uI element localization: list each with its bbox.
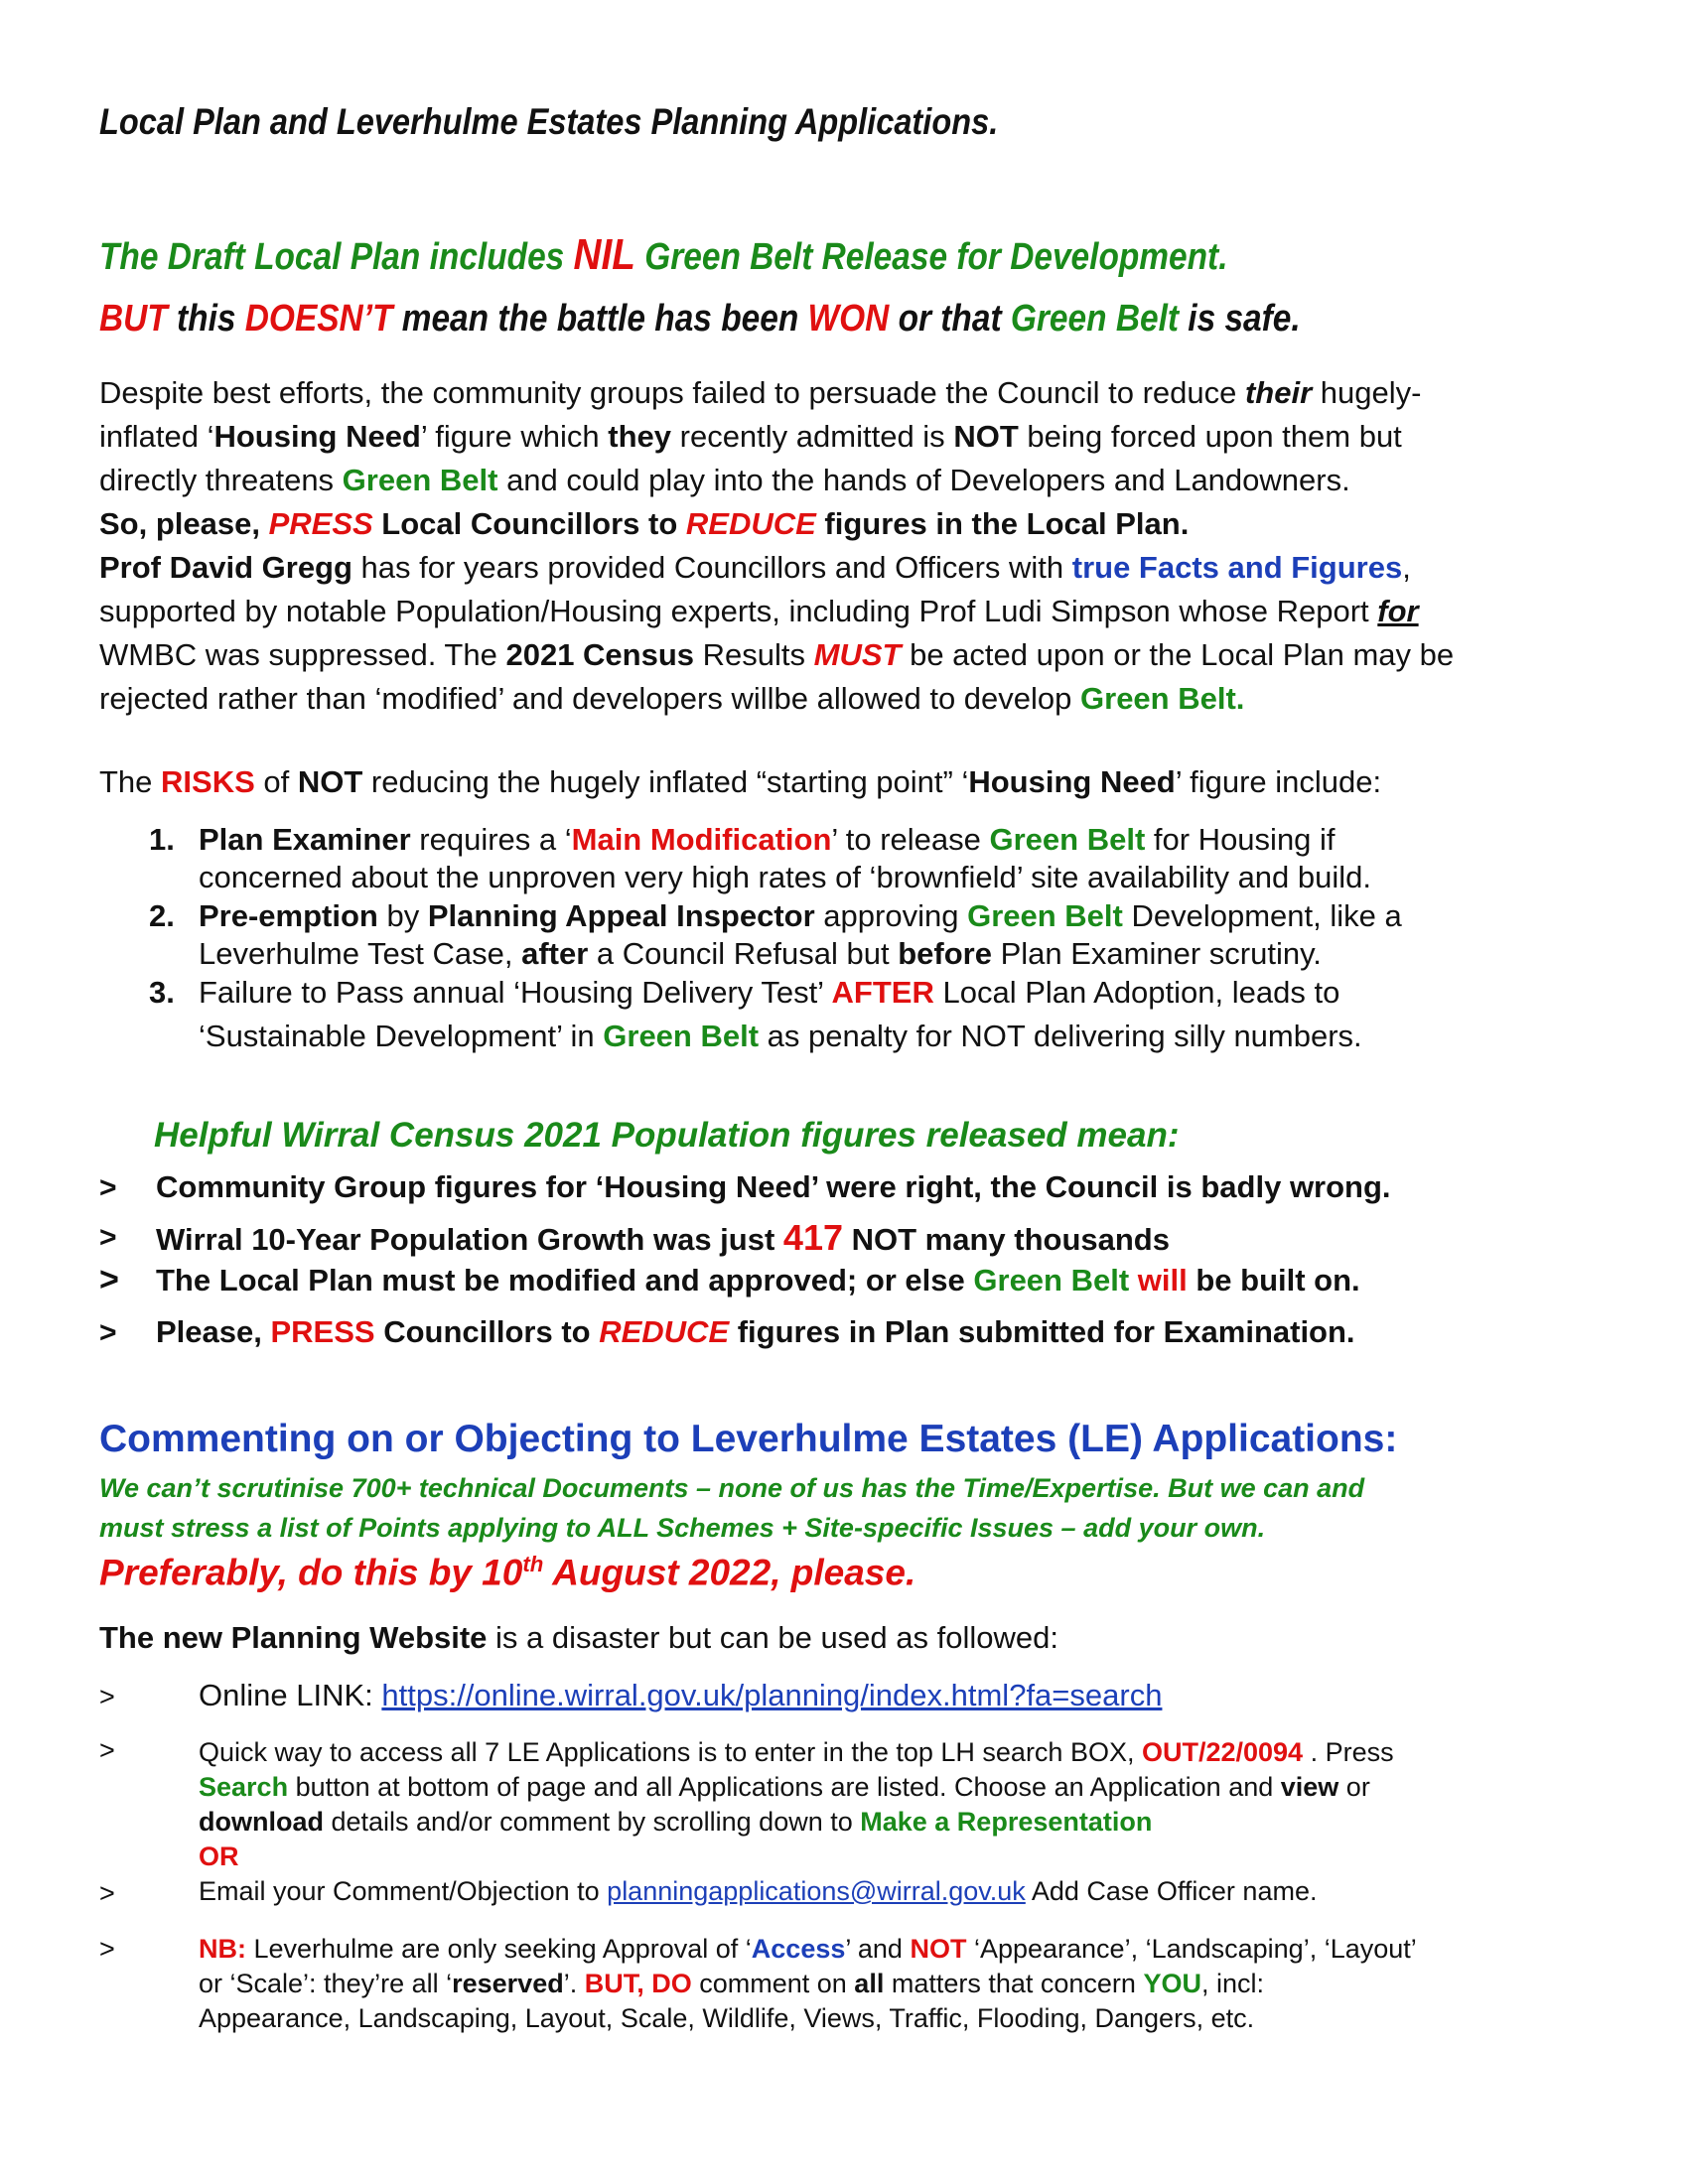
intro-line [99,415,1589,459]
email-line [199,1874,1317,1909]
text-segment: ’ and [845,1934,911,1964]
text-segment: NB: [199,1934,246,1964]
text-segment: Wirral 10-Year Population Growth was just [156,1222,783,1257]
text-segment: reducing the hugely inflated “starting point” ‘ [362,764,969,799]
or-separator: OR [199,1842,239,1871]
risk-number: 2. [149,898,175,933]
website-line [99,1620,1058,1656]
arrow-marker: > [99,1221,117,1254]
text-segment: Results [694,637,814,672]
text-segment: Despite best efforts, the community groups failed to persuade the Council to reduce [99,375,1245,410]
census-heading: Helpful Wirral Census 2021 Population figures released mean: [154,1116,1180,1155]
headline-text: Green Belt Release for Development. [634,236,1228,278]
text-segment: and could play into the hands of Developers and Landowners. [497,463,1350,497]
page-title: Local Plan and Leverhulme Estates Planning Applications. [99,101,999,142]
won-word: WON [807,298,890,340]
headline-text: or that [889,298,1011,340]
text-segment: Main Modification [571,822,832,857]
text-segment: The [99,764,162,799]
text-segment: Green Belt [603,1019,760,1053]
text-segment: Add Case Officer name. [1025,1876,1318,1906]
text-segment: Housing Need [213,419,421,454]
quick-access-instructions [199,1735,1394,1874]
text-segment: Leverhulme Test Case, [199,936,522,971]
headline-battle-not-won [99,298,1301,341]
text-segment: REDUCE [685,506,816,541]
text-segment: Email your Comment/Objection to [199,1876,608,1906]
text-segment: or [1338,1772,1370,1802]
commenting-note: We can’t scrutinise 700+ technical Documents – none of us has the Time/Expertise. But we can and [99,1473,1365,1503]
text-segment: by [377,898,428,933]
text-segment: NOT [953,419,1019,454]
risks-intro [99,764,1381,800]
text-segment: after [521,936,589,971]
text-segment: inflated ‘ [99,419,214,454]
text-segment: ‘Appearance’, ‘Landscaping’, ‘Layout’ [966,1934,1417,1964]
arrow-marker: > [99,1735,115,1765]
text-segment: for Housing if [1145,822,1336,857]
nb-instructions [199,1932,1417,2036]
intro-line [99,590,1589,633]
intro-line [99,371,1589,415]
intro-line [99,633,1589,677]
text-segment: Green Belt [973,1263,1130,1297]
text-segment: MUST [813,637,902,672]
text-segment: NOT many thousands [843,1222,1170,1257]
text-segment: a Council Refusal but [588,936,899,971]
but-word: BUT [99,298,168,340]
text-segment: directly threatens [99,463,343,497]
text-segment: button at bottom of page and all Applications are listed. Choose an Application and [288,1772,1281,1802]
text-segment: August 2022, please. [543,1552,916,1593]
text-segment: , [1402,550,1411,585]
text-segment: reserved [452,1969,564,1998]
text-segment: ’ figure which [420,419,609,454]
text-segment: Appearance, Landscaping, Layout, Scale, Wildlife, Views, Traffic, Flooding, Dangers, etc. [199,2003,1255,2033]
text-segment: RISKS [161,764,255,799]
text-segment: YOU [1143,1969,1201,1998]
text-segment: Planning Appeal Inspector [427,898,815,933]
text-segment: true Facts and Figures [1071,550,1403,585]
text-segment: Green Belt [967,898,1123,933]
risk-number: 1. [149,822,175,857]
text-segment: PRESS [270,1314,375,1349]
headline-text: The Draft Local Plan includes [99,236,574,278]
headline-nil-release [99,230,1227,280]
text-segment: NOT [297,764,363,799]
risk-line: concerned about the unproven very high rates of ‘brownfield’ site availability and build. [199,860,1372,894]
text-segment: Pre-emption [199,898,378,933]
arrow-marker: > [99,1878,115,1908]
text-segment: Make a Representation [860,1807,1153,1837]
census-bullet [156,1217,1170,1259]
commenting-heading: Commenting on or Objecting to Leverhulme Estates (LE) Applications: [99,1418,1398,1460]
text-segment: So, please, [99,506,269,541]
text-segment: Prof David Gregg [99,550,352,585]
text-segment: Green Belt [342,463,498,497]
text-segment: has for years provided Councillors and Officers with [352,550,1072,585]
text-segment: view [1280,1772,1339,1802]
text-segment: supported by notable Population/Housing experts, including Prof Ludi Simpson whose Report [99,594,1378,628]
text-segment: 2021 Census [505,637,695,672]
headline-text: mean the battle has been [392,298,808,340]
headline-text: this [167,298,245,340]
text-segment: OUT/22/0094 [1141,1737,1304,1767]
intro-line [99,459,1589,502]
text-segment: ‘Sustainable Development’ in [199,1019,604,1053]
text-segment: AFTER [831,975,934,1010]
intro-paragraph [99,371,1589,721]
text-segment: Leverhulme are only seeking Approval of ‘ [246,1934,752,1964]
text-segment: will [1129,1263,1188,1297]
text-segment: hugely- [1312,375,1422,410]
text-segment: figures in the Local Plan. [815,506,1190,541]
text-segment: The new Planning Website [99,1620,488,1655]
text-segment: approving [814,898,968,933]
green-belt-word: Green Belt [1010,298,1179,340]
doesnt-word: DOESN’T [244,298,393,340]
text-segment: before [898,936,992,971]
planning-search-link[interactable]: https://online.wirral.gov.uk/planning/index.html?fa=search [381,1678,1163,1712]
text-segment: Councillors to [374,1314,600,1349]
arrow-marker: > [99,1682,115,1711]
text-segment: Preferably, do this by 10 [99,1552,523,1593]
text-segment: Plan Examiner [199,822,411,857]
text-segment: Plan Examiner scrutiny. [991,936,1322,971]
text-segment: 417 [782,1217,843,1258]
text-segment: download [199,1807,324,1837]
text-segment: of [254,764,298,799]
text-segment: Please, [156,1314,271,1349]
risk-number: 3. [149,975,175,1010]
text-segment: Housing Need [968,764,1176,799]
arrow-marker: > [99,1171,117,1204]
census-bullet: Community Group figures for ‘Housing Need’ were right, the Council is badly wrong. [156,1169,1391,1204]
text-segment: Local Councillors to [372,506,686,541]
text-segment: Failure to Pass annual ‘Housing Delivery Test’ [199,975,832,1010]
text-segment: . Press [1303,1737,1394,1767]
text-segment: Green Belt. [1080,681,1245,716]
text-segment: rejected rather than ‘modified’ and developers willbe allowed to develop [99,681,1081,716]
text-segment: NOT [910,1934,967,1964]
headline-text: is safe. [1178,298,1301,340]
text-segment: Quick way to access all 7 LE Applications is to enter in the top LH search BOX, [199,1737,1142,1767]
link-label: Online LINK: [199,1678,382,1712]
text-segment: is a disaster but can be used as followed: [487,1620,1058,1655]
text-segment: REDUCE [599,1314,730,1349]
nil-word: NIL [573,230,635,279]
intro-line [99,502,1589,546]
planning-email-link[interactable]: planningapplications@wirral.gov.uk [607,1876,1026,1906]
text-segment: they [608,419,672,454]
text-segment: their [1244,375,1313,410]
text-segment: comment on [691,1969,855,1998]
census-bullet [156,1314,1355,1350]
text-segment: PRESS [268,506,373,541]
text-segment: be acted upon or the Local Plan may be [901,637,1455,672]
text-segment: Search [199,1772,289,1802]
arrow-marker: > [99,1934,115,1964]
online-link-line [199,1678,1162,1712]
text-segment: figures in Plan submitted for Examination. [729,1314,1355,1349]
intro-line [99,677,1589,721]
intro-line [99,546,1589,590]
text-segment: WMBC was suppressed. The [99,637,506,672]
text-segment: ’ to release [831,822,990,857]
text-segment: , incl: [1200,1969,1264,1998]
text-segment: or ‘Scale’: they’re all ‘ [199,1969,453,1998]
text-segment: be built on. [1187,1263,1360,1297]
text-segment: BUT, DO [584,1969,692,1998]
arrow-marker: > [99,1261,119,1298]
deadline-line [99,1552,915,1593]
text-segment: th [522,1552,544,1576]
text-segment: recently admitted is [671,419,954,454]
text-segment: details and/or comment by scrolling down to [323,1807,861,1837]
text-segment: Green Belt [989,822,1146,857]
text-segment: being forced upon them but [1018,419,1402,454]
text-segment: matters that concern [884,1969,1144,1998]
text-segment: as penalty for NOT delivering silly numbers. [759,1019,1362,1053]
text-segment: The Local Plan must be modified and approved; or else [156,1263,974,1297]
text-segment: ’. [563,1969,585,1998]
arrow-marker: > [99,1316,117,1349]
commenting-note: must stress a list of Points applying to ALL Schemes + Site-specific Issues – add your own. [99,1513,1266,1543]
text-segment: Access [751,1934,846,1964]
text-segment: all [854,1969,885,1998]
text-segment: Local Plan Adoption, leads to [933,975,1340,1010]
census-bullet [156,1263,1360,1298]
text-segment: ’ figure include: [1175,764,1382,799]
text-segment: requires a ‘ [410,822,572,857]
text-segment: Development, like a [1122,898,1402,933]
text-segment: for [1377,594,1419,628]
